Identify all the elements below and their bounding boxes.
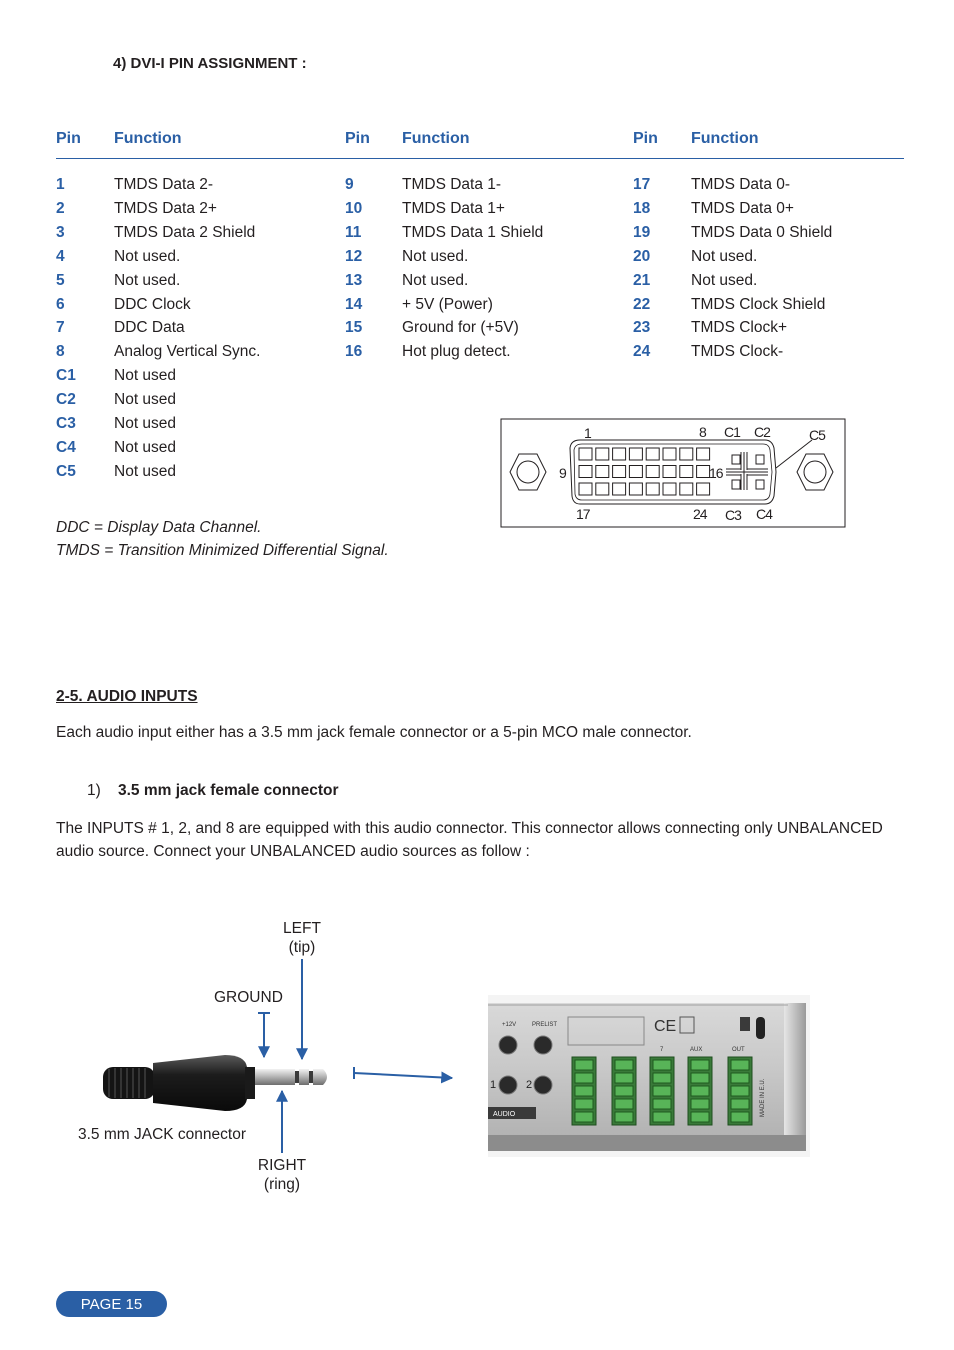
pin-number: C3 xyxy=(56,415,76,432)
svg-text:2: 2 xyxy=(526,1079,533,1091)
pin-number: 19 xyxy=(633,224,651,241)
terminal-screw xyxy=(615,1086,633,1096)
pin-number: C2 xyxy=(56,391,76,408)
pin-function: Ground for (+5V) xyxy=(402,319,519,336)
svg-text:7: 7 xyxy=(660,1047,664,1053)
pin-number: 18 xyxy=(633,200,651,217)
pin-function: Not used xyxy=(114,463,177,480)
pin-number: 7 xyxy=(56,319,65,336)
pin-number: 4 xyxy=(56,248,65,265)
pin-number: 13 xyxy=(345,272,363,289)
terminal-screw xyxy=(731,1099,749,1109)
pin-function: TMDS Data 2- xyxy=(114,176,214,193)
svg-text:PRELIST: PRELIST xyxy=(532,1022,558,1028)
label-pin-9: 9 xyxy=(559,465,567,481)
svg-text:OUT: OUT xyxy=(732,1047,745,1053)
terminal-screw xyxy=(653,1112,671,1122)
pin-number: 3 xyxy=(56,224,65,241)
section-title: 4) DVI-I PIN ASSIGNMENT : xyxy=(113,55,307,72)
label-c3: C3 xyxy=(725,507,741,523)
pin-function: TMDS Data 1+ xyxy=(402,200,505,217)
pin-function: Not used. xyxy=(114,248,181,265)
label-c4: C4 xyxy=(756,506,772,522)
pin-function: Analog Vertical Sync. xyxy=(114,343,261,360)
label-c5: C5 xyxy=(809,427,825,443)
pin-number: 22 xyxy=(633,296,651,313)
pin-function: Not used. xyxy=(691,248,758,265)
svg-text:AUX: AUX xyxy=(690,1047,703,1053)
terminal-screw xyxy=(691,1086,709,1096)
pin-function: TMDS Clock- xyxy=(691,343,784,360)
pin-function: Not used xyxy=(114,367,177,384)
pin-function: TMDS Data 2+ xyxy=(114,200,217,217)
col3-function-header: Function xyxy=(691,130,759,147)
pin-number: 23 xyxy=(633,319,651,336)
terminal-screw xyxy=(731,1060,749,1070)
pin-number: 10 xyxy=(345,200,363,217)
pin-function: Not used xyxy=(114,391,177,408)
pin-number: 14 xyxy=(345,296,363,313)
terminal-screw xyxy=(691,1099,709,1109)
audio-intro: Each audio input either has a 3.5 mm jack female connector or a 5-pin MCO male connector. xyxy=(56,724,692,741)
terminal-screw xyxy=(615,1060,633,1070)
terminal-screw xyxy=(653,1086,671,1096)
jack-plug-icon xyxy=(103,1055,327,1111)
pin-number: C4 xyxy=(56,439,76,456)
pin-number: C5 xyxy=(56,463,76,480)
right-ring-label: RIGHT (ring) xyxy=(257,1157,307,1193)
col1-pin-header: Pin xyxy=(56,130,81,147)
audio-description: The INPUTS # 1, 2, and 8 are equipped with this audio connector. This connector allows connecting only UNBALANCED audio source. Connect your UNBALANCED audio sources as follow : xyxy=(56,820,883,860)
svg-text:+12V: +12V xyxy=(502,1022,517,1028)
terminal-screw xyxy=(691,1073,709,1083)
svg-text:CE: CE xyxy=(654,1018,677,1035)
pin-function: + 5V (Power) xyxy=(402,296,493,313)
pin-function: TMDS Clock+ xyxy=(691,319,788,336)
ddc-note: DDC = Display Data Channel. xyxy=(56,519,262,536)
dvi-connector-diagram xyxy=(500,418,847,529)
tmds-note: TMDS = Transition Minimized Differential Signal. xyxy=(56,542,389,559)
left-tip-label: LEFT (tip) xyxy=(283,920,321,956)
terminal-screw xyxy=(575,1099,593,1109)
pin-number: 2 xyxy=(56,200,65,217)
terminal-screw xyxy=(575,1073,593,1083)
label-pin-16: 16 xyxy=(709,465,723,481)
pin-function: TMDS Data 0 Shield xyxy=(691,224,833,241)
col3-pin-header: Pin xyxy=(633,130,658,147)
terminal-screw xyxy=(731,1073,749,1083)
pin-number: 8 xyxy=(56,343,65,360)
item-title: 3.5 mm jack female connector xyxy=(118,782,339,799)
pin-number: 1 xyxy=(56,176,65,193)
pin-function: DDC Clock xyxy=(114,296,191,313)
terminal-screw xyxy=(691,1112,709,1122)
pin-number: 6 xyxy=(56,296,65,313)
pin-function: Hot plug detect. xyxy=(402,343,511,360)
terminal-screw xyxy=(615,1112,633,1122)
terminal-screw xyxy=(691,1060,709,1070)
audio-section-title: 2-5. AUDIO INPUTS xyxy=(56,688,198,705)
pin-function: TMDS Data 1- xyxy=(402,176,502,193)
col2-pin-header: Pin xyxy=(345,130,370,147)
terminal-screw xyxy=(653,1099,671,1109)
terminal-screw xyxy=(653,1060,671,1070)
pin-number: 12 xyxy=(345,248,363,265)
ground-label: GROUND xyxy=(214,989,283,1006)
pin-function: TMDS Data 1 Shield xyxy=(402,224,544,241)
svg-text:AUDIO: AUDIO xyxy=(493,1111,516,1118)
col2-function-header: Function xyxy=(402,130,470,147)
pin-function: Not used xyxy=(114,415,177,432)
label-pin-8: 8 xyxy=(699,424,707,440)
pin-number: 24 xyxy=(633,343,651,360)
col1-function-header: Function xyxy=(114,130,182,147)
terminal-screw xyxy=(653,1073,671,1083)
pin-function: Not used. xyxy=(402,248,469,265)
item-number: 1) xyxy=(87,782,101,799)
label-c2: C2 xyxy=(754,424,770,440)
terminal-screw xyxy=(615,1073,633,1083)
terminal-screw xyxy=(615,1099,633,1109)
pin-number: 16 xyxy=(345,343,363,360)
pin-number: 9 xyxy=(345,176,354,193)
jack-illustration xyxy=(95,955,465,1160)
pin-function: Not used xyxy=(114,439,177,456)
pin-function: DDC Data xyxy=(114,319,185,336)
pin-function: TMDS Data 0- xyxy=(691,176,791,193)
page-number-badge: PAGE 15 xyxy=(56,1291,167,1317)
svg-text:MADE IN E.U.: MADE IN E.U. xyxy=(760,1078,766,1117)
pin-function: TMDS Clock Shield xyxy=(691,296,826,313)
pin-number: 15 xyxy=(345,319,363,336)
terminal-screw xyxy=(575,1112,593,1122)
terminal-screw xyxy=(731,1112,749,1122)
pin-function: TMDS Data 0+ xyxy=(691,200,794,217)
header-divider xyxy=(56,158,904,159)
pin-number: 17 xyxy=(633,176,651,193)
pin-function: Not used. xyxy=(691,272,758,289)
terminal-screw xyxy=(575,1060,593,1070)
pin-number: 11 xyxy=(345,224,362,241)
device-rear-panel-image xyxy=(488,995,810,1157)
label-pin-1: 1 xyxy=(584,425,592,441)
pin-number: 5 xyxy=(56,272,65,289)
jack-connector-label: 3.5 mm JACK connector xyxy=(78,1126,246,1143)
pin-number: 21 xyxy=(633,272,651,289)
terminal-screw xyxy=(575,1086,593,1096)
terminal-screw xyxy=(731,1086,749,1096)
label-c1: C1 xyxy=(724,424,740,440)
pin-function: TMDS Data 2 Shield xyxy=(114,224,256,241)
label-pin-17: 17 xyxy=(576,506,590,522)
pin-number: C1 xyxy=(56,367,76,384)
svg-text:1: 1 xyxy=(490,1079,497,1091)
pin-function: Not used. xyxy=(402,272,469,289)
label-pin-24: 24 xyxy=(693,506,707,522)
pin-number: 20 xyxy=(633,248,651,265)
pin-function: Not used. xyxy=(114,272,181,289)
pointer-arrow-icon xyxy=(354,1073,452,1078)
